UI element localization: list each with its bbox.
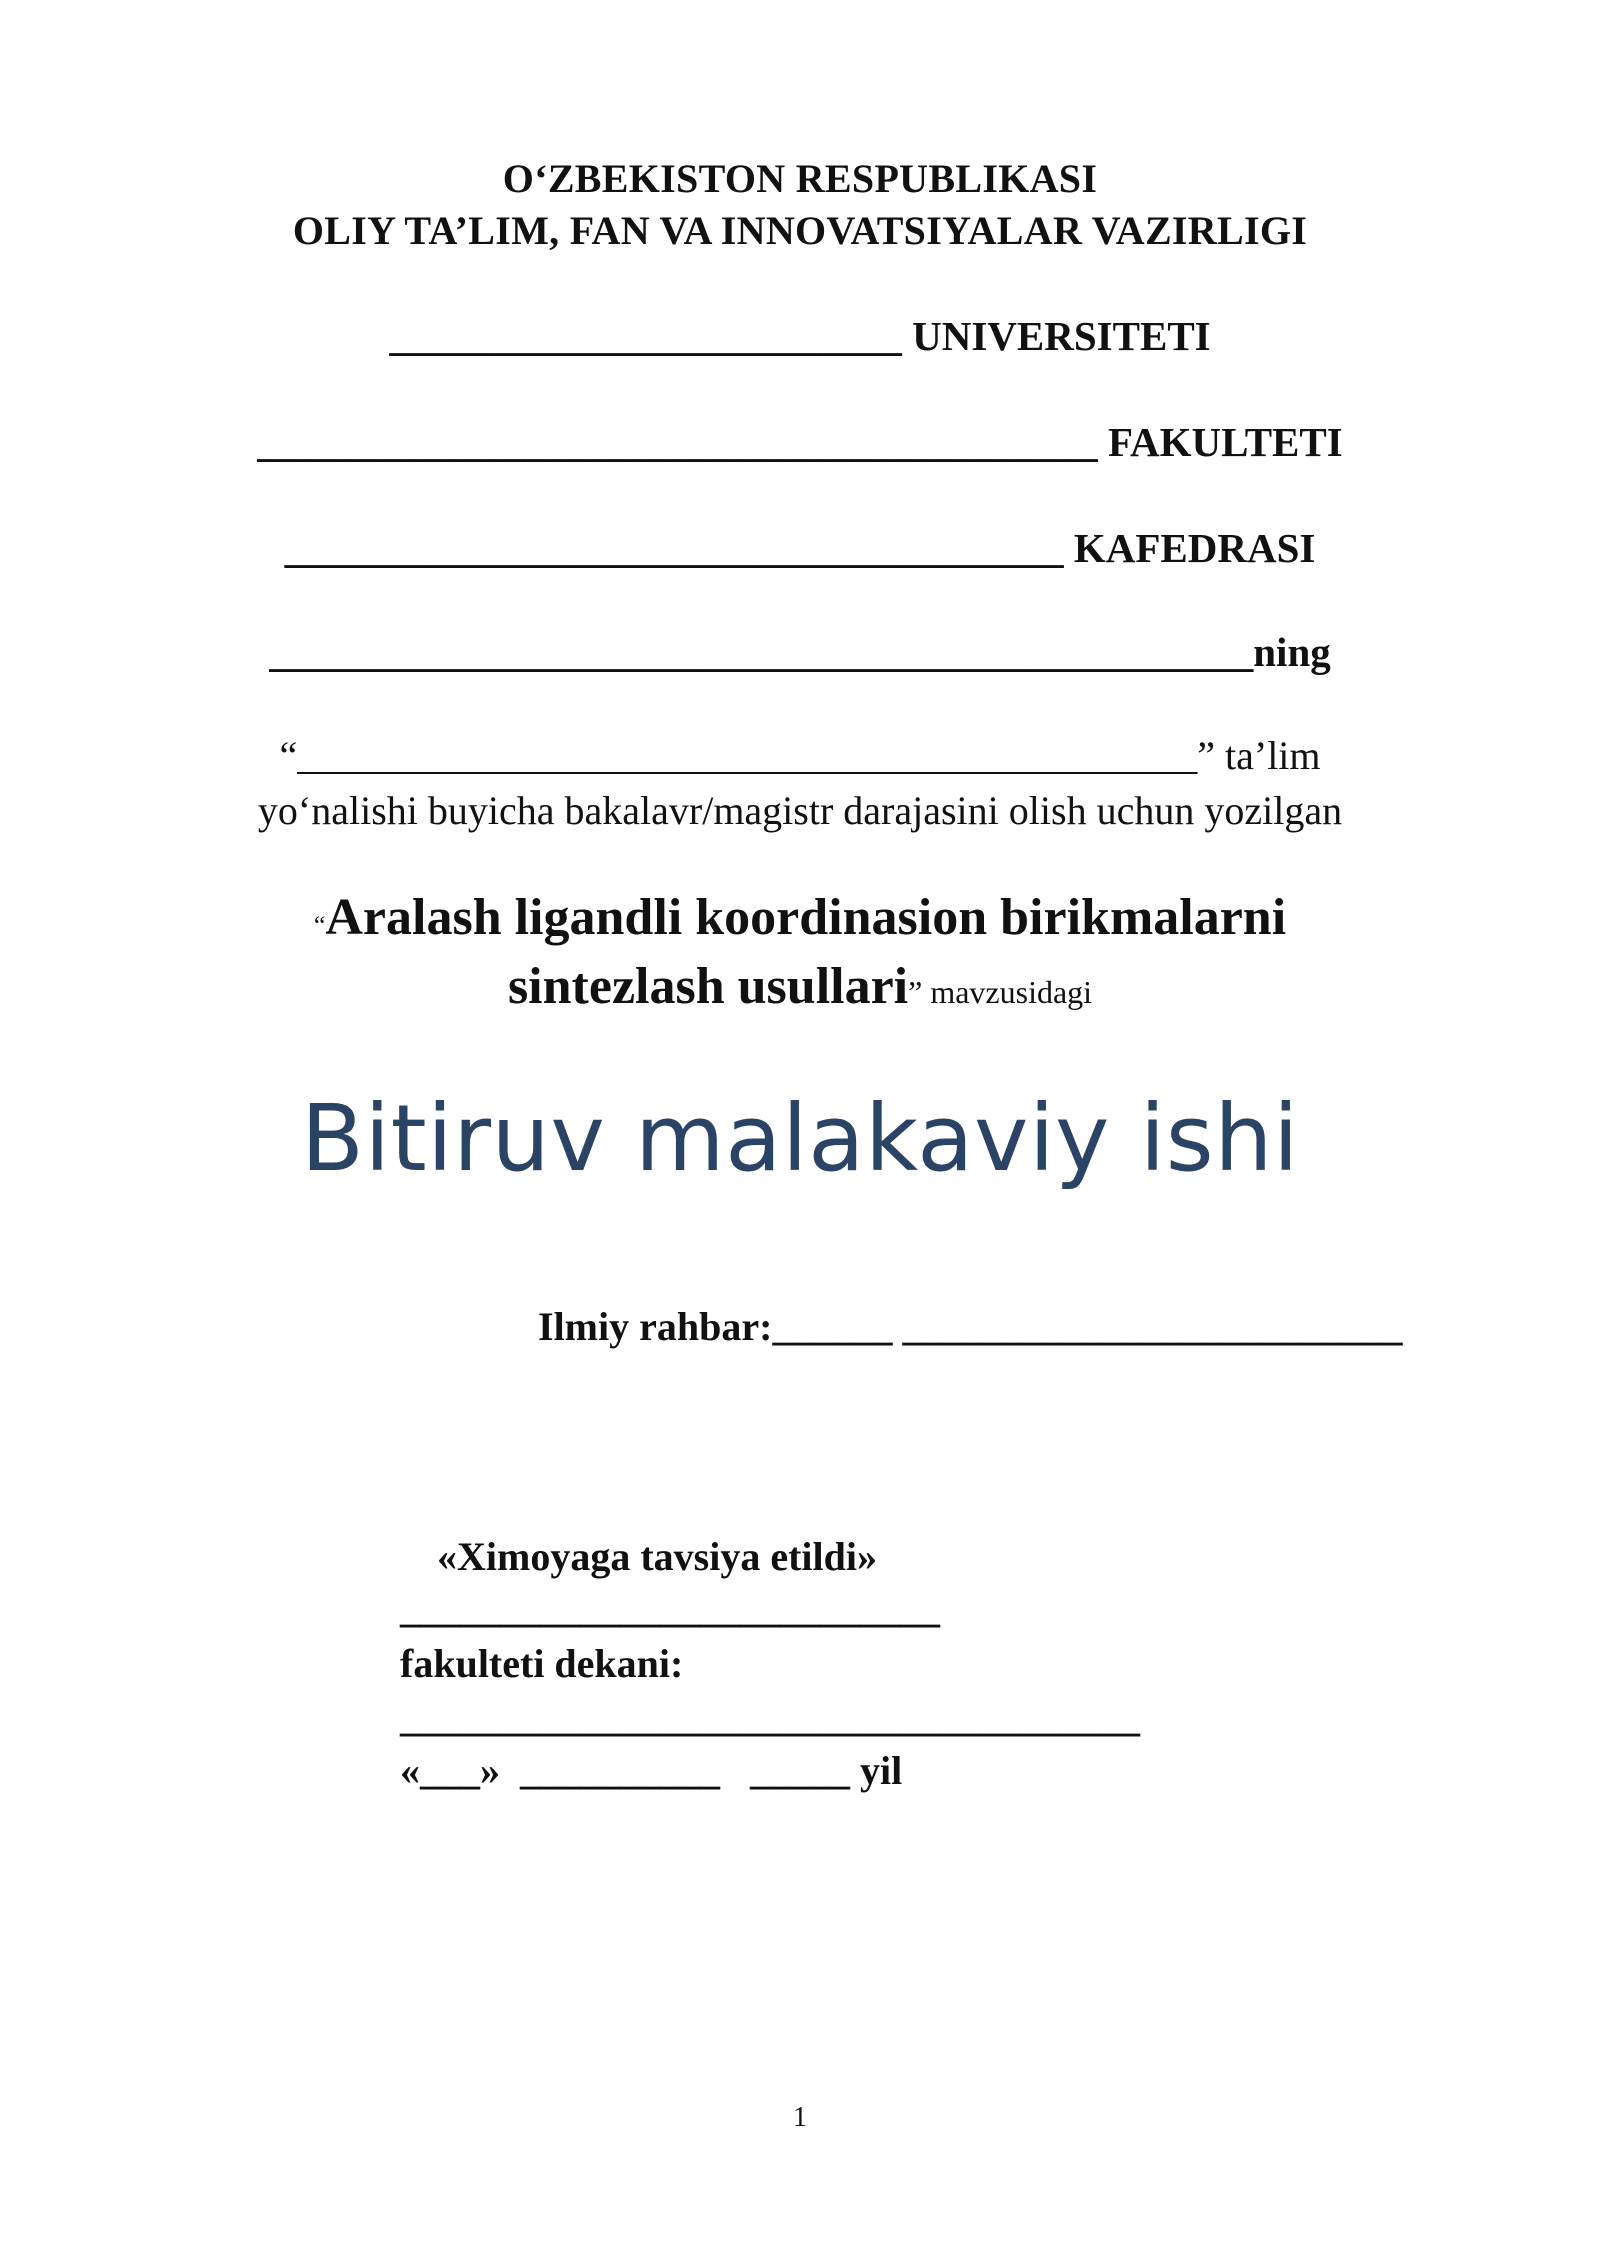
- direction-line-1: [0, 732, 1600, 779]
- direction-open-quote: “: [279, 733, 298, 778]
- topic-open-quote: “: [313, 911, 326, 940]
- direction-suffix: ta’lim: [1215, 733, 1321, 778]
- date-day: «___»: [400, 1748, 500, 1793]
- direction-close-quote: ”: [1197, 733, 1215, 778]
- approval-title: «Ximoyaga tavsiya etildi»: [437, 1534, 877, 1579]
- date-year: _____: [750, 1748, 850, 1793]
- student-line: [0, 628, 1600, 676]
- ministry-line-2: OLIY TA’LIM, FAN VA INNOVATSIYALAR VAZIRLIGI: [292, 208, 1308, 253]
- dean-label: fakulteti dekani:: [400, 1641, 684, 1686]
- department-line: [0, 524, 1600, 572]
- university-line: [0, 312, 1600, 360]
- topic-title-2: sintezlash usullari: [507, 958, 909, 1015]
- date-line: [400, 1747, 902, 1794]
- faculty-line: [0, 418, 1600, 466]
- department-blank: ______________________________________: [284, 525, 1064, 571]
- student-blank: ________________________________________________: [269, 629, 1254, 675]
- topic-close-quote: ”: [908, 974, 923, 1010]
- university-blank: _________________________: [389, 313, 902, 359]
- approval-blank-2: _____________________________________: [400, 1695, 1140, 1740]
- date-month: __________: [520, 1748, 720, 1793]
- topic-suffix: mavzusidagi: [922, 974, 1093, 1010]
- supervisor-label: Ilmiy rahbar:: [538, 1304, 773, 1349]
- topic-line-1: [0, 888, 1600, 947]
- direction-blank: _____________________________________________: [297, 733, 1198, 778]
- direction-line-2: yo‘nalishi buyicha bakalavr/magistr darajasini olish uchun yozilgan: [257, 788, 1343, 833]
- work-type-title: Bitiruv malakaviy ishi: [300, 1085, 1300, 1192]
- department-label: KAFEDRASI: [1063, 525, 1316, 571]
- page-number: 1: [793, 2102, 807, 2133]
- student-suffix: ning: [1253, 629, 1331, 675]
- faculty-label: FAKULTETI: [1097, 419, 1343, 465]
- university-label: UNIVERSITETI: [901, 313, 1211, 359]
- supervisor-blank-2: _________________________: [902, 1304, 1403, 1349]
- faculty-blank: _________________________________________: [257, 419, 1098, 465]
- approval-blank-1: ___________________________: [400, 1586, 940, 1631]
- topic-title-1: Aralash ligandli koordinasion birikmalarni: [325, 889, 1287, 946]
- supervisor-blank-1: ______: [772, 1304, 893, 1349]
- ministry-line-1: O‘ZBEKISTON RESPUBLIKASI: [502, 156, 1098, 201]
- date-suffix: yil: [850, 1748, 903, 1793]
- topic-line-2: [0, 957, 1600, 1016]
- supervisor-line: [538, 1303, 1402, 1350]
